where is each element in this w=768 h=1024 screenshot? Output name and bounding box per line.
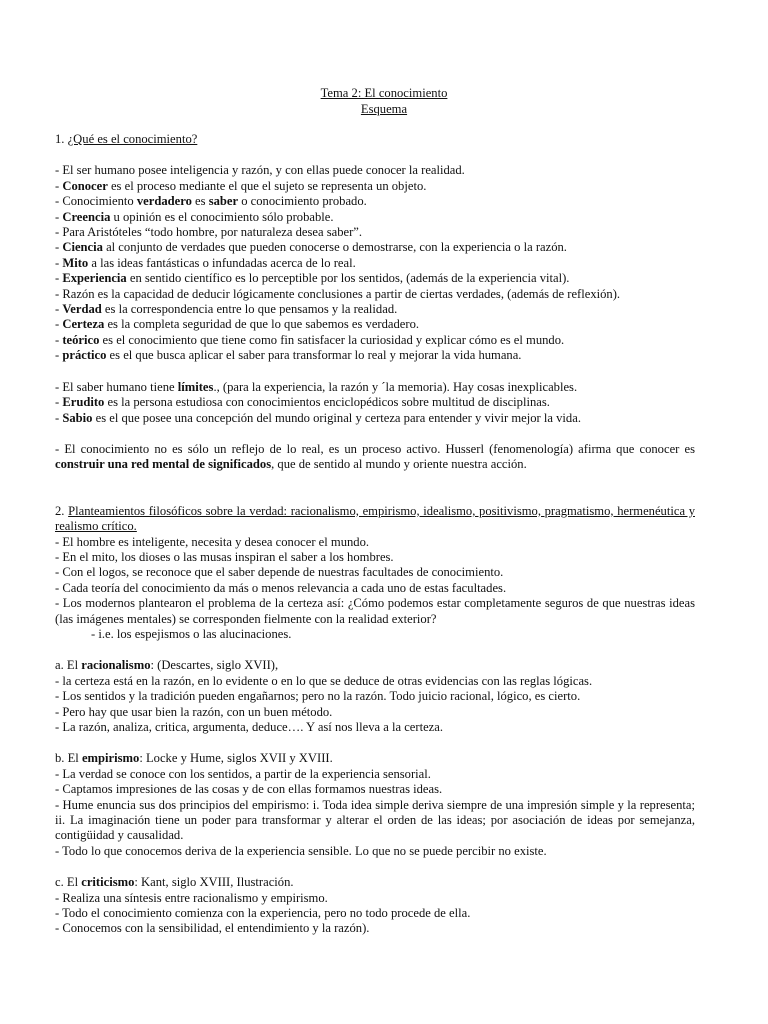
empirismo-hume: - Hume enuncia sus dos principios del empirismo: i. Toda idea simple deriva siempre de una impresión simple y la representa; ii. La imaginación tiene un poder para transformar y alterar el orden de las ideas; por asociación de ideas por semejanza, contigüidad y causalidad. [55, 797, 695, 843]
list-item: - práctico es el que busca aplicar el saber para transformar lo real y mejorar la vida humana. [55, 348, 522, 363]
list-item: - La verdad se conoce con los sentidos, a partir de la experiencia sensorial. [55, 766, 431, 781]
section-2-question: - Los modernos plantearon el problema de la certeza así: ¿Cómo podemos estar completamente seguros de que nuestras ideas (las imágenes mentales) se corresponden fielmente con la realidad exterior? [55, 596, 695, 626]
list-item: - Sabio es el que posee una concepción del mundo original y certeza para entender y vivir mejor la vida. [55, 410, 581, 425]
list-item: - En el mito, los dioses o las musas inspiran el saber a los hombres. [55, 549, 394, 564]
list-item: - Creencia u opinión es el conocimiento sólo probable. [55, 209, 334, 224]
empirismo-list [55, 767, 695, 798]
list-item: - Todo el conocimiento comienza con la experiencia, pero no todo procede de ella. [55, 906, 471, 921]
criticismo-list [55, 891, 695, 937]
document-header [0, 86, 768, 117]
list-item: - teórico es el conocimiento que tiene como fin satisfacer la curiosidad y explicar cómo es el mundo. [55, 332, 565, 347]
list-item: - Erudito es la persona estudiosa con conocimientos enciclopédicos sobre multitud de disciplinas. [55, 395, 550, 410]
empirismo-last: - Todo lo que conocemos deriva de la experiencia sensible. Lo que no se puede percibir no existe. [55, 843, 547, 858]
list-item: - Ciencia al conjunto de verdades que pueden conocerse o demostrarse, con la experiencia o la razón. [55, 240, 567, 255]
section-1-definitions [55, 163, 695, 363]
list-item: - Realiza una síntesis entre racionalismo y empirismo. [55, 890, 328, 905]
section-1-heading: 1. ¿Qué es el conocimiento? [55, 132, 198, 146]
list-item: - Conocer es el proceso mediante el que el sujeto se representa un objeto. [55, 178, 427, 193]
list-item: - Conocimiento verdadero es saber o conocimiento probado. [55, 194, 367, 209]
list-item: - El ser humano posee inteligencia y razón, y con ellas puede conocer la realidad. [55, 163, 465, 178]
list-item: - La razón, analiza, critica, argumenta, deduce…. Y así nos lleva a la certeza. [55, 720, 443, 734]
list-item: - Verdad es la correspondencia entre lo que pensamos y la realidad. [55, 302, 398, 317]
criticismo-heading: c. El criticismo: Kant, siglo XVIII, Ilustración. [55, 875, 294, 890]
racionalismo-heading: a. El racionalismo: (Descartes, siglo XVII), [55, 658, 279, 673]
list-item: - Certeza es la completa seguridad de que lo que sabemos es verdadero. [55, 317, 420, 332]
section-1-conclusion: - El conocimiento no es sólo un reflejo de lo real, es un proceso activo. Husserl (fenomenología) afirma que conocer es construir una red mental de significados, que de sentido al mundo y oriente nuestra acción. [55, 441, 695, 472]
section-1-limits [55, 380, 695, 426]
document-body [55, 132, 695, 937]
racionalismo-list [55, 674, 695, 736]
list-item: - Pero hay que usar bien la razón, con un buen método. [55, 704, 333, 719]
list-item: - Cada teoría del conocimiento da más o menos relevancia a cada uno de estas facultades. [55, 580, 507, 595]
list-item: - la certeza está en la razón, en lo evidente o en lo que se deduce de otras evidencias con las reglas lógicas. [55, 673, 593, 688]
list-item: - Captamos impresiones de las cosas y de con ellas formamos nuestras ideas. [55, 782, 443, 797]
list-item: - Razón es la capacidad de deducir lógicamente conclusiones a partir de ciertas verdades, (además de reflexión). [55, 286, 621, 301]
document-title: Tema 2: El conocimiento [320, 86, 448, 100]
list-item: - Mito a las ideas fantásticas o infundadas acerca de lo real. [55, 255, 356, 270]
section-2-list [55, 535, 695, 597]
list-item: - El hombre es inteligente, necesita y desea conocer el mundo. [55, 534, 370, 549]
list-item: - Conocemos con la sensibilidad, el entendimiento y la razón). [55, 921, 370, 936]
list-item: - Para Aristóteles “todo hombre, por naturaleza desea saber”. [55, 225, 363, 240]
list-item: - Con el logos, se reconoce que el saber depende de nuestras facultades de conocimiento. [55, 565, 504, 580]
empirismo-heading: b. El empirismo: Locke y Hume, siglos XVII y XVIII. [55, 751, 333, 766]
list-item: - Los sentidos y la tradición pueden engañarnos; pero no la razón. Todo juicio racional, lógico, es cierto. [55, 689, 581, 704]
section-2-heading: 2. Planteamientos filosóficos sobre la verdad: racionalismo, empirismo, idealismo, positivismo, pragmatismo, hermenéutica y realismo crítico. [55, 503, 695, 534]
document-subtitle: Esquema [360, 101, 408, 116]
list-item: - El saber humano tiene límites., (para la experiencia, la razón y ´la memoria). Hay cosas inexplicables. [55, 379, 578, 394]
section-2-example: - i.e. los espejismos o las alucinaciones. [91, 626, 292, 641]
list-item: - Experiencia en sentido científico es lo perceptible por los sentidos, (además de la experiencia vital). [55, 271, 570, 286]
